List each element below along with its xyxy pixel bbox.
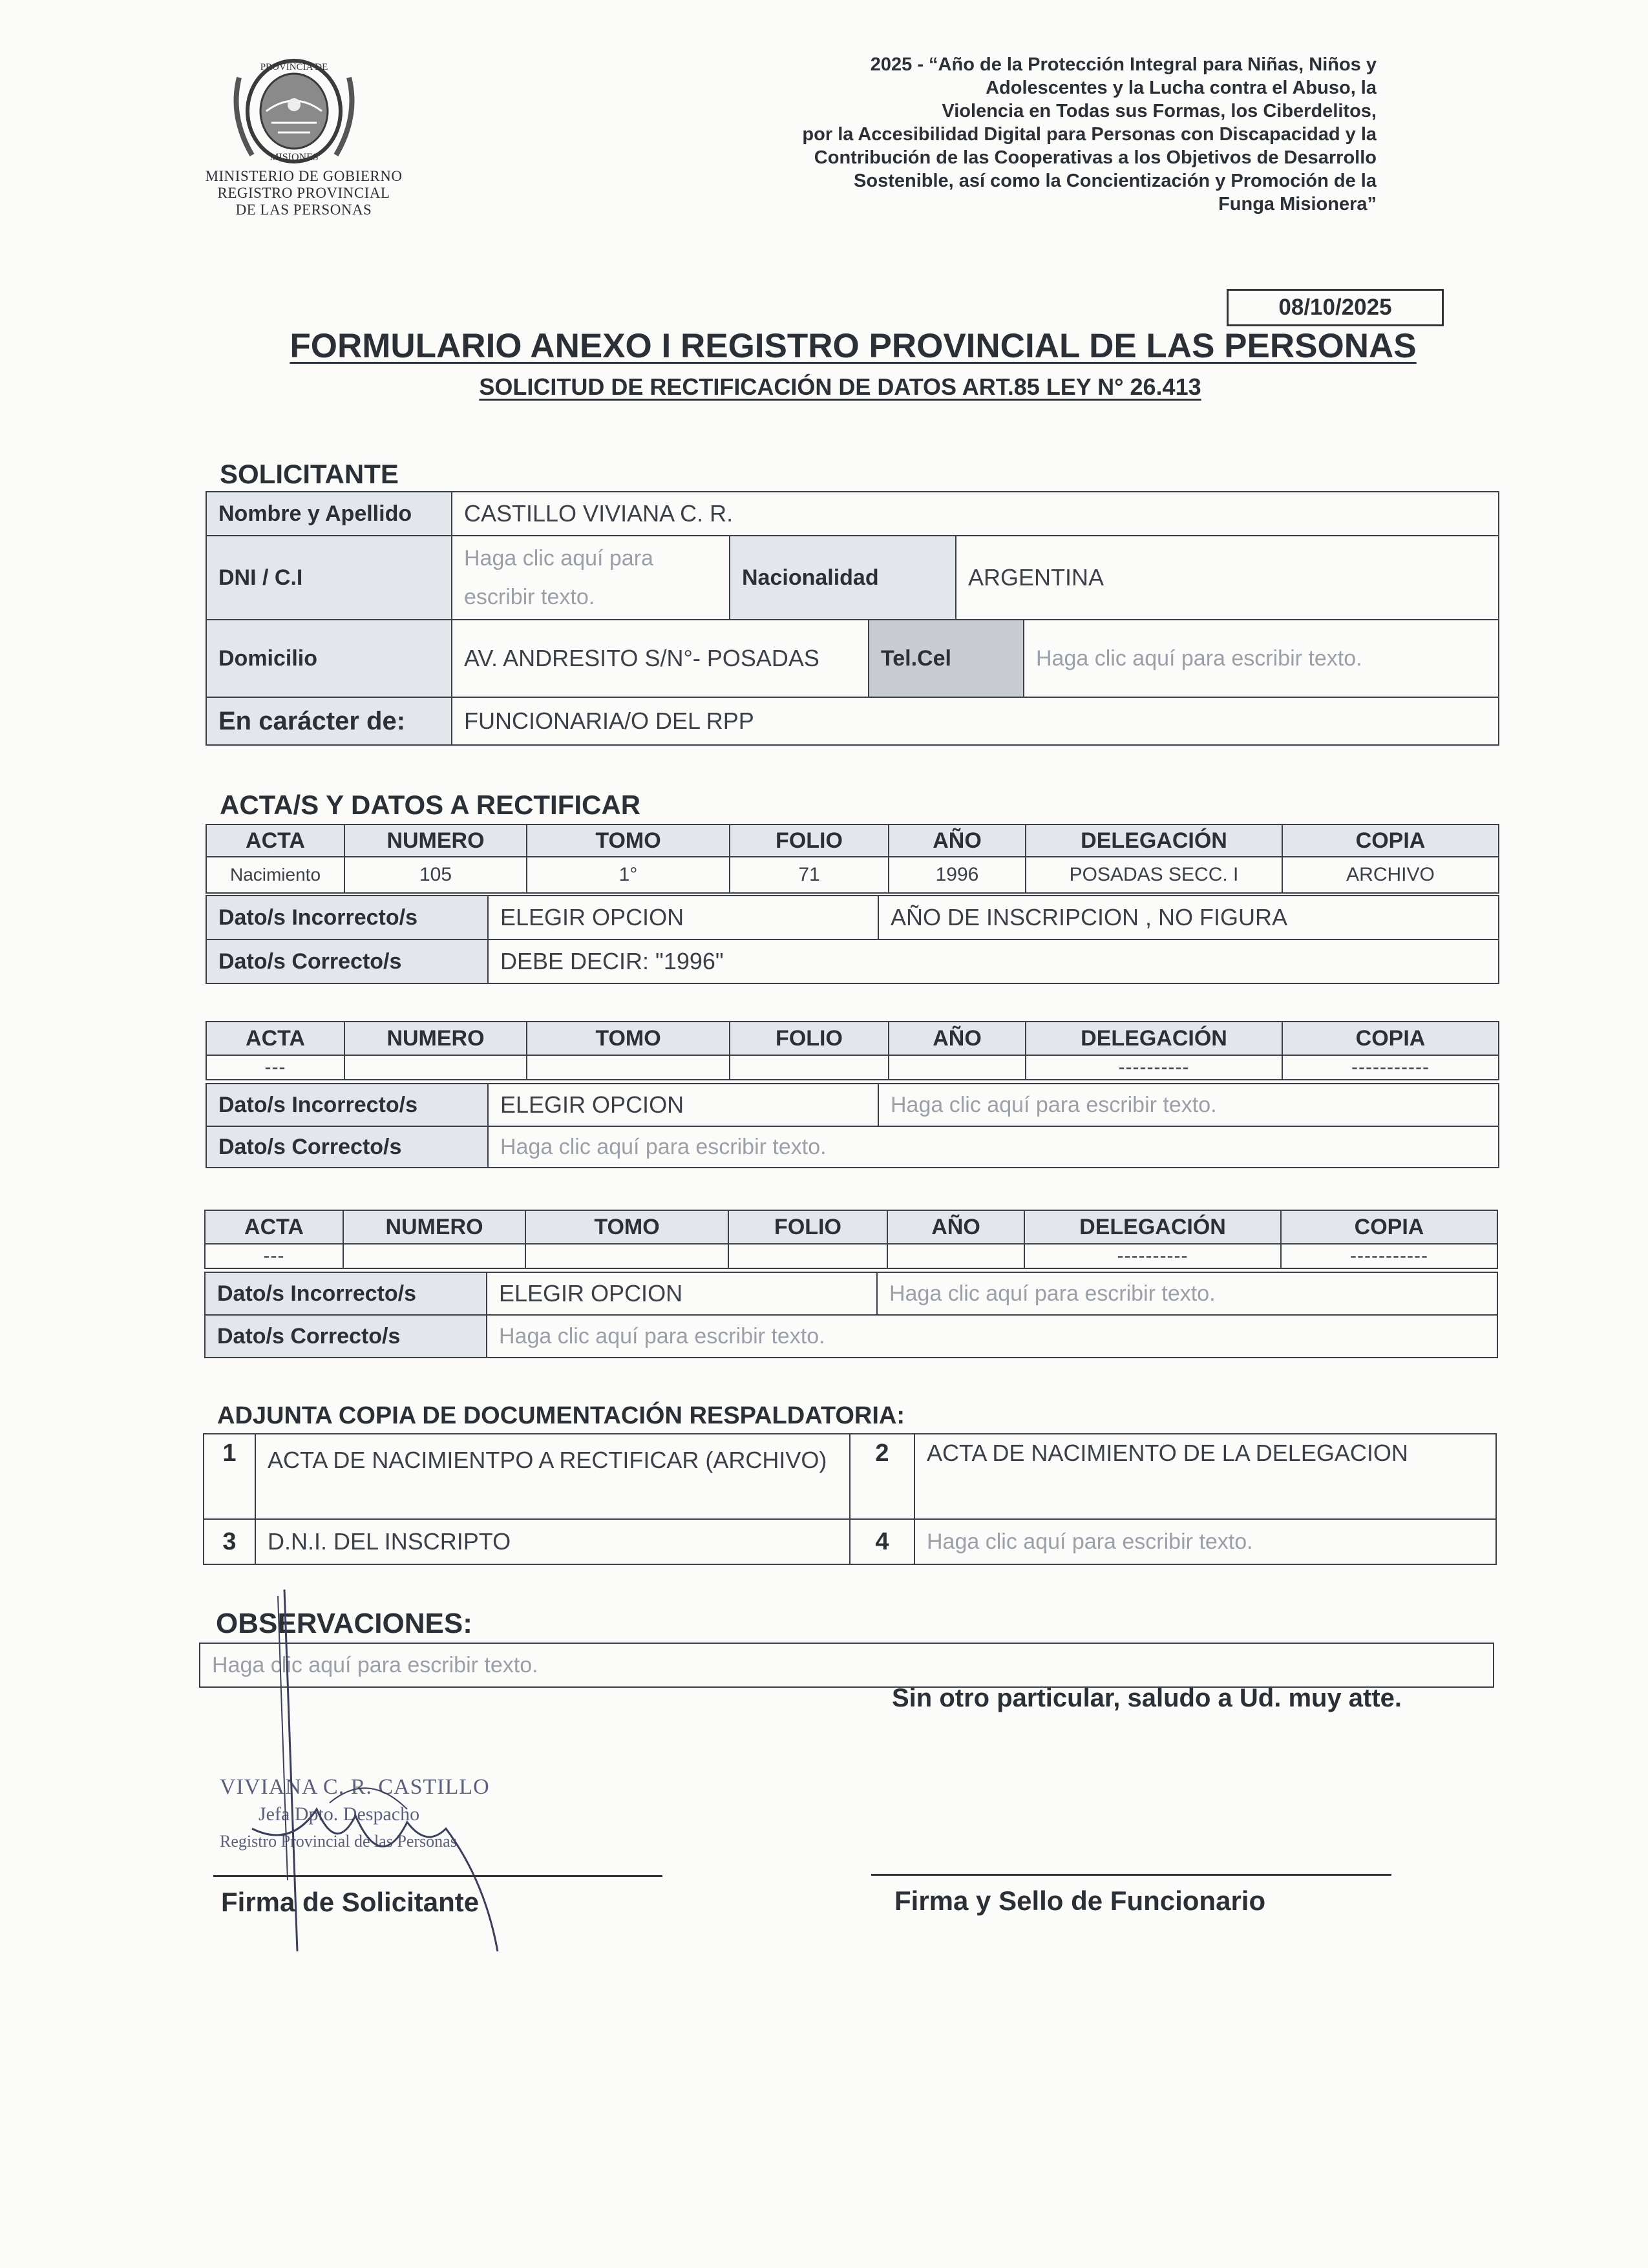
closing-text: Sin otro particular, saludo a Ud. muy atte.	[892, 1684, 1402, 1712]
correct-field[interactable]: Haga clic aquí para escribir texto.	[488, 1126, 1499, 1168]
col-acta: ACTA	[205, 1210, 343, 1244]
acta-block-3-data	[204, 1272, 1498, 1358]
page-subtitle: SOLICITUD DE RECTIFICACIÓN DE DATOS ART.85 LEY N° 26.413	[479, 373, 1201, 400]
acta-block-1	[206, 824, 1499, 894]
col-anio: AÑO	[887, 1210, 1024, 1244]
decree-text: 2025 - “Año de la Protección Integral para Niñas, Niños y Adolescentes y la Lucha contra el Abuso, la Violencia en Todas sus Formas, los Ciberdelitos, por la Accesibilidad Digital para Personas con Discapacidad y la Contribución de las Cooperativas a los Objetivos de Desarrollo Sostenible, así como la Concientización y Promoción de la Funga Misionera”	[802, 54, 1377, 215]
delegacion-cell[interactable]: ----------	[1024, 1244, 1281, 1268]
col-copia: COPIA	[1281, 1210, 1497, 1244]
incorrect-label: Dato/s Incorrecto/s	[206, 1084, 488, 1126]
ministry-line-3: DE LAS PERSONAS	[235, 202, 372, 218]
adjunta-num-2: 2	[850, 1434, 914, 1519]
domicilio-field[interactable]: AV. ANDRESITO S/N°- POSADAS	[452, 620, 869, 697]
col-copia: COPIA	[1282, 824, 1499, 857]
adjunta-table	[203, 1433, 1497, 1565]
name-field[interactable]: CASTILLO VIVIANA C. R.	[452, 492, 1499, 536]
nacionalidad-field[interactable]: ARGENTINA	[956, 536, 1499, 620]
signature-label-solicitante: Firma de Solicitante	[221, 1887, 480, 1917]
col-anio: AÑO	[889, 1022, 1026, 1055]
col-acta: ACTA	[206, 824, 344, 857]
col-acta: ACTA	[206, 1022, 344, 1055]
caracter-label: En carácter de:	[206, 697, 452, 745]
copia-cell[interactable]: -----------	[1282, 1055, 1499, 1080]
section-observaciones: OBSERVACIONES:	[216, 1608, 472, 1639]
adjunta-num-4: 4	[850, 1519, 914, 1564]
acta-cell[interactable]: ---	[206, 1055, 344, 1080]
col-anio: AÑO	[889, 824, 1026, 857]
ministry-line-1: MINISTERIO DE GOBIERNO	[205, 168, 403, 184]
adjunta-item-1[interactable]: ACTA DE NACIMIENTPO A RECTIFICAR (ARCHIVO)	[255, 1434, 850, 1519]
signature-line-funcionario	[871, 1874, 1391, 1876]
svg-text:MISIONES: MISIONES	[269, 152, 319, 163]
anio-cell[interactable]: 1996	[889, 857, 1026, 893]
delegacion-cell[interactable]: ----------	[1026, 1055, 1282, 1080]
correct-field[interactable]: DEBE DECIR: "1996"	[488, 940, 1499, 983]
adjunta-num-1: 1	[204, 1434, 255, 1519]
incorrect-detail-field[interactable]: AÑO DE INSCRIPCION , NO FIGURA	[878, 896, 1499, 940]
col-tomo: TOMO	[527, 824, 730, 857]
col-delegacion: DELEGACIÓN	[1026, 824, 1282, 857]
telcel-field[interactable]: Haga clic aquí para escribir texto.	[1024, 620, 1499, 697]
adjunta-num-3: 3	[204, 1519, 255, 1564]
adjunta-item-2[interactable]: ACTA DE NACIMIENTO DE LA DELEGACION	[914, 1434, 1496, 1519]
adjunta-item-3[interactable]: D.N.I. DEL INSCRIPTO	[255, 1519, 850, 1564]
date-field[interactable]: 08/10/2025	[1227, 289, 1444, 326]
incorrect-label: Dato/s Incorrecto/s	[205, 1272, 487, 1315]
col-numero: NUMERO	[344, 824, 527, 857]
observaciones-field[interactable]: Haga clic aquí para escribir texto.	[200, 1643, 1494, 1687]
anio-cell[interactable]	[887, 1244, 1024, 1268]
col-copia: COPIA	[1282, 1022, 1499, 1055]
provincial-seal-icon	[226, 52, 362, 168]
official-stamp: VIVIANA C. R. CASTILLO Jefa Dpto. Despacho Registro Provincial de las Personas	[220, 1775, 490, 1851]
svg-text:PROVINCIA DE: PROVINCIA DE	[260, 62, 328, 72]
section-adjunta: ADJUNTA COPIA DE DOCUMENTACIÓN RESPALDATORIA:	[217, 1402, 905, 1429]
acta-cell[interactable]: ---	[205, 1244, 343, 1268]
ministry-logo	[174, 52, 420, 218]
col-numero: NUMERO	[343, 1210, 525, 1244]
col-tomo: TOMO	[527, 1022, 730, 1055]
col-delegacion: DELEGACIÓN	[1026, 1022, 1282, 1055]
copia-cell[interactable]: -----------	[1281, 1244, 1497, 1268]
incorrect-option-select[interactable]: ELEGIR OPCION	[488, 1084, 878, 1126]
incorrect-label: Dato/s Incorrecto/s	[206, 896, 488, 940]
correct-label: Dato/s Correcto/s	[206, 940, 488, 983]
correct-label: Dato/s Correcto/s	[206, 1126, 488, 1168]
col-folio: FOLIO	[730, 824, 889, 857]
tomo-cell[interactable]	[525, 1244, 728, 1268]
incorrect-detail-field[interactable]: Haga clic aquí para escribir texto.	[878, 1084, 1499, 1126]
signature-label-funcionario: Firma y Sello de Funcionario	[894, 1885, 1266, 1916]
section-actas: ACTA/S Y DATOS A RECTIFICAR	[220, 790, 641, 820]
anio-cell[interactable]	[889, 1055, 1026, 1080]
solicitante-table	[206, 491, 1499, 746]
col-folio: FOLIO	[728, 1210, 887, 1244]
incorrect-detail-field[interactable]: Haga clic aquí para escribir texto.	[877, 1272, 1497, 1315]
telcel-label: Tel.Cel	[869, 620, 1024, 697]
acta-cell[interactable]: Nacimiento	[206, 857, 344, 893]
numero-cell[interactable]	[343, 1244, 525, 1268]
folio-cell[interactable]: 71	[730, 857, 889, 893]
delegacion-cell[interactable]: POSADAS SECC. I	[1026, 857, 1282, 893]
section-solicitante: SOLICITANTE	[220, 459, 399, 489]
tomo-cell[interactable]	[527, 1055, 730, 1080]
dni-label: DNI / C.I	[206, 536, 452, 620]
col-folio: FOLIO	[730, 1022, 889, 1055]
col-numero: NUMERO	[344, 1022, 527, 1055]
tomo-cell[interactable]: 1°	[527, 857, 730, 893]
acta-block-3	[204, 1210, 1498, 1269]
page-title: FORMULARIO ANEXO I REGISTRO PROVINCIAL DE LAS PERSONAS	[290, 327, 1417, 365]
copia-cell[interactable]: ARCHIVO	[1282, 857, 1499, 893]
domicilio-label: Domicilio	[206, 620, 452, 697]
numero-cell[interactable]: 105	[344, 857, 527, 893]
col-delegacion: DELEGACIÓN	[1024, 1210, 1281, 1244]
nacionalidad-label: Nacionalidad	[730, 536, 956, 620]
ministry-line-2: REGISTRO PROVINCIAL	[217, 185, 390, 201]
name-label: Nombre y Apellido	[206, 492, 452, 536]
folio-cell[interactable]	[728, 1244, 887, 1268]
folio-cell[interactable]	[730, 1055, 889, 1080]
col-tomo: TOMO	[525, 1210, 728, 1244]
numero-cell[interactable]	[344, 1055, 527, 1080]
signature-line-solicitante	[213, 1875, 662, 1877]
adjunta-item-4[interactable]: Haga clic aquí para escribir texto.	[914, 1519, 1496, 1564]
acta-block-2	[206, 1021, 1499, 1080]
correct-label: Dato/s Correcto/s	[205, 1315, 487, 1358]
correct-field[interactable]: Haga clic aquí para escribir texto.	[487, 1315, 1497, 1358]
dni-field[interactable]: Haga clic aquí para escribir texto.	[452, 536, 730, 620]
caracter-field[interactable]: FUNCIONARIA/O DEL RPP	[452, 697, 1499, 745]
acta-block-1-data	[206, 895, 1499, 984]
incorrect-option-select[interactable]: ELEGIR OPCION	[487, 1272, 877, 1315]
acta-block-2-data	[206, 1083, 1499, 1168]
incorrect-option-select[interactable]: ELEGIR OPCION	[488, 896, 878, 940]
